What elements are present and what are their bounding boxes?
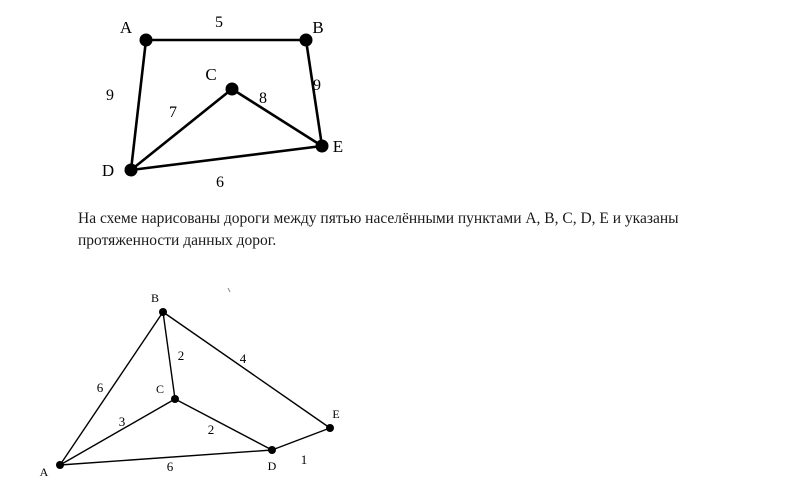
edge-D-E xyxy=(131,146,322,170)
vertex-A xyxy=(56,461,64,469)
edge-C-D xyxy=(175,399,272,450)
vertex-A xyxy=(140,34,153,47)
top-graph-diagram xyxy=(0,0,786,205)
vertex-B xyxy=(159,308,167,316)
edge-B-C xyxy=(163,312,175,399)
edge-weight-A-D: 9 xyxy=(106,87,114,104)
edge-D-E xyxy=(272,428,330,450)
edge-weight-A-C: 3 xyxy=(118,414,126,429)
edge-weight-A-B: 6 xyxy=(96,380,104,395)
vertex-E xyxy=(326,424,334,432)
caption-text: На схеме нарисованы дороги между пятью населёнными пунктами A, B, C, D, E и указаны протяженности данных дорог. xyxy=(78,210,679,249)
vertex-label-E: E xyxy=(332,407,340,421)
edge-B-E xyxy=(163,312,330,428)
edge-weight-A-D: 6 xyxy=(166,459,174,474)
edge-weight-B-C: 2 xyxy=(177,348,185,363)
edge-weight-B-E: 4 xyxy=(239,351,247,366)
vertex-label-A: A xyxy=(39,465,49,479)
vertex-E xyxy=(316,140,329,153)
edge-A-B xyxy=(60,312,163,465)
vertex-label-C: C xyxy=(155,382,165,396)
edge-D-C xyxy=(131,89,232,170)
edge-A-C xyxy=(60,399,175,465)
vertex-C xyxy=(226,83,239,96)
vertex-label-C: C xyxy=(205,65,217,84)
tick-mark xyxy=(228,288,230,292)
vertex-label-B: B xyxy=(312,18,324,37)
vertex-C xyxy=(171,395,179,403)
vertex-label-B: B xyxy=(150,291,160,305)
edge-weight-B-E: 9 xyxy=(313,77,321,94)
edge-C-E xyxy=(232,89,322,146)
edge-weight-C-D: 2 xyxy=(207,422,215,437)
edge-weight-C-E: 8 xyxy=(259,90,267,107)
vertex-label-D: D xyxy=(267,459,277,473)
bottom-graph-diagram xyxy=(0,280,786,495)
edge-weight-D-C: 7 xyxy=(169,104,177,121)
edge-A-D xyxy=(131,40,146,170)
edge-weight-D-E: 1 xyxy=(300,452,308,467)
vertex-D xyxy=(268,446,276,454)
vertex-label-D: D xyxy=(101,161,115,180)
vertex-D xyxy=(125,164,138,177)
vertex-B xyxy=(300,34,313,47)
edge-weight-D-E: 6 xyxy=(216,174,224,191)
edge-weight-A-B: 5 xyxy=(215,14,223,31)
vertex-label-A: A xyxy=(119,18,133,37)
vertex-label-E: E xyxy=(332,137,344,156)
